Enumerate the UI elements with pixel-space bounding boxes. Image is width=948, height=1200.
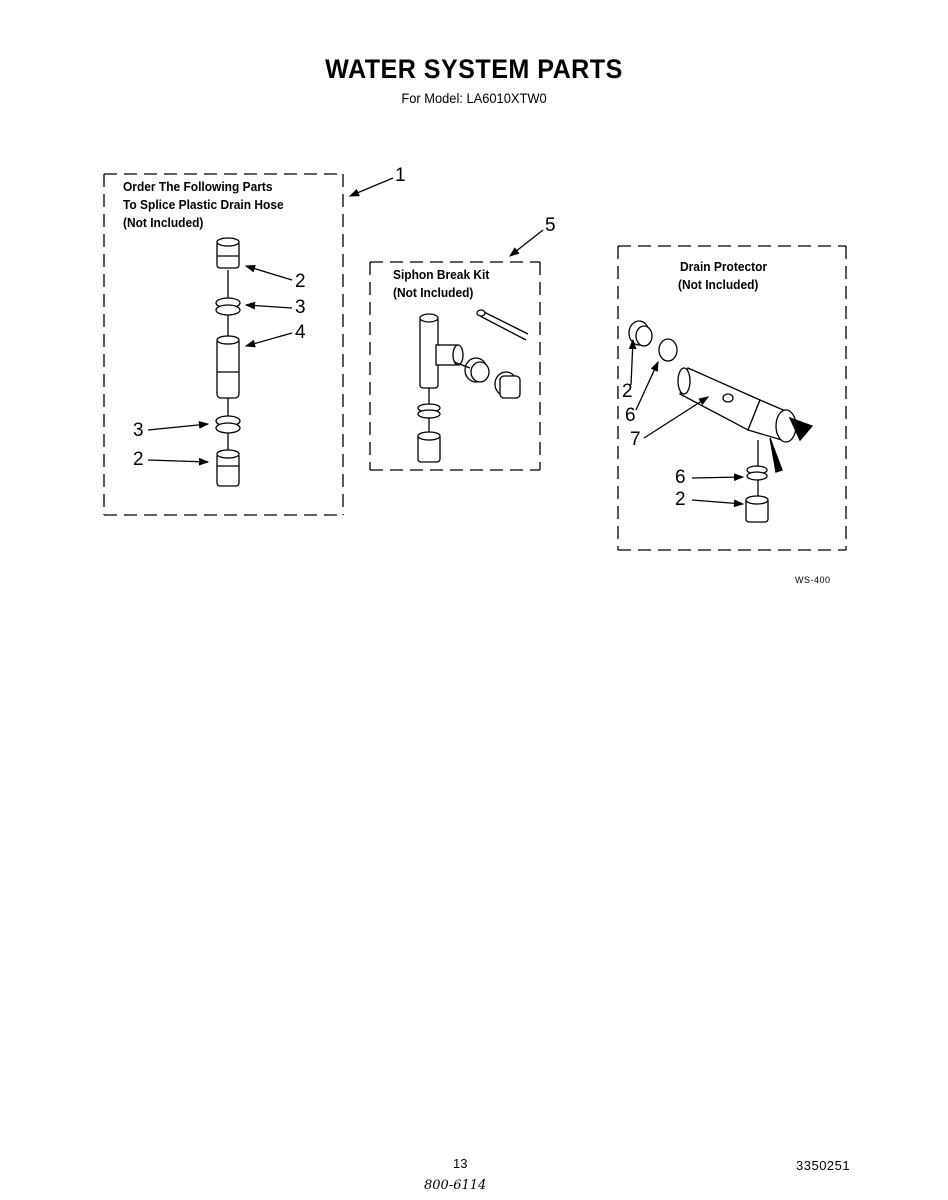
callout-1: 1	[395, 165, 406, 186]
page-title: WATER SYSTEM PARTS	[325, 54, 623, 84]
callout-drain-2-bottom: 2	[675, 489, 686, 510]
page-number: 13	[453, 1156, 468, 1171]
callout-drain-6-top: 6	[625, 405, 636, 426]
callout-splice-4: 4	[295, 322, 306, 343]
callout-5: 5	[545, 215, 556, 236]
callout-splice-2-bottom: 2	[133, 449, 144, 470]
siphon-kit-line2: (Not Included)	[393, 285, 474, 300]
splice-kit-line1: Order The Following Parts	[123, 179, 273, 194]
callout-drain-6-bottom: 6	[675, 467, 686, 488]
handwritten-note: 800-6114	[424, 1178, 487, 1193]
callout-splice-3-bottom: 3	[133, 420, 144, 441]
callout-splice-3-top: 3	[295, 297, 306, 318]
drain-protector-parts	[629, 321, 812, 522]
callout-splice-2-top: 2	[295, 271, 306, 292]
splice-parts	[148, 238, 292, 486]
splice-kit-line2: To Splice Plastic Drain Hose	[123, 197, 284, 212]
callout-drain-7: 7	[630, 429, 641, 450]
siphon-kit-line1: Siphon Break Kit	[393, 267, 490, 282]
siphon-parts	[418, 310, 528, 462]
splice-kit-line3: (Not Included)	[123, 215, 204, 230]
drain-protector-line2: (Not Included)	[678, 277, 759, 292]
drain-protector-line1: Drain Protector	[680, 259, 768, 274]
figure-code: WS-400	[795, 575, 831, 585]
document-number: 3350251	[796, 1158, 851, 1173]
callout-drain-2-top: 2	[622, 381, 633, 402]
model-subtitle: For Model: LA6010XTW0	[401, 90, 547, 106]
